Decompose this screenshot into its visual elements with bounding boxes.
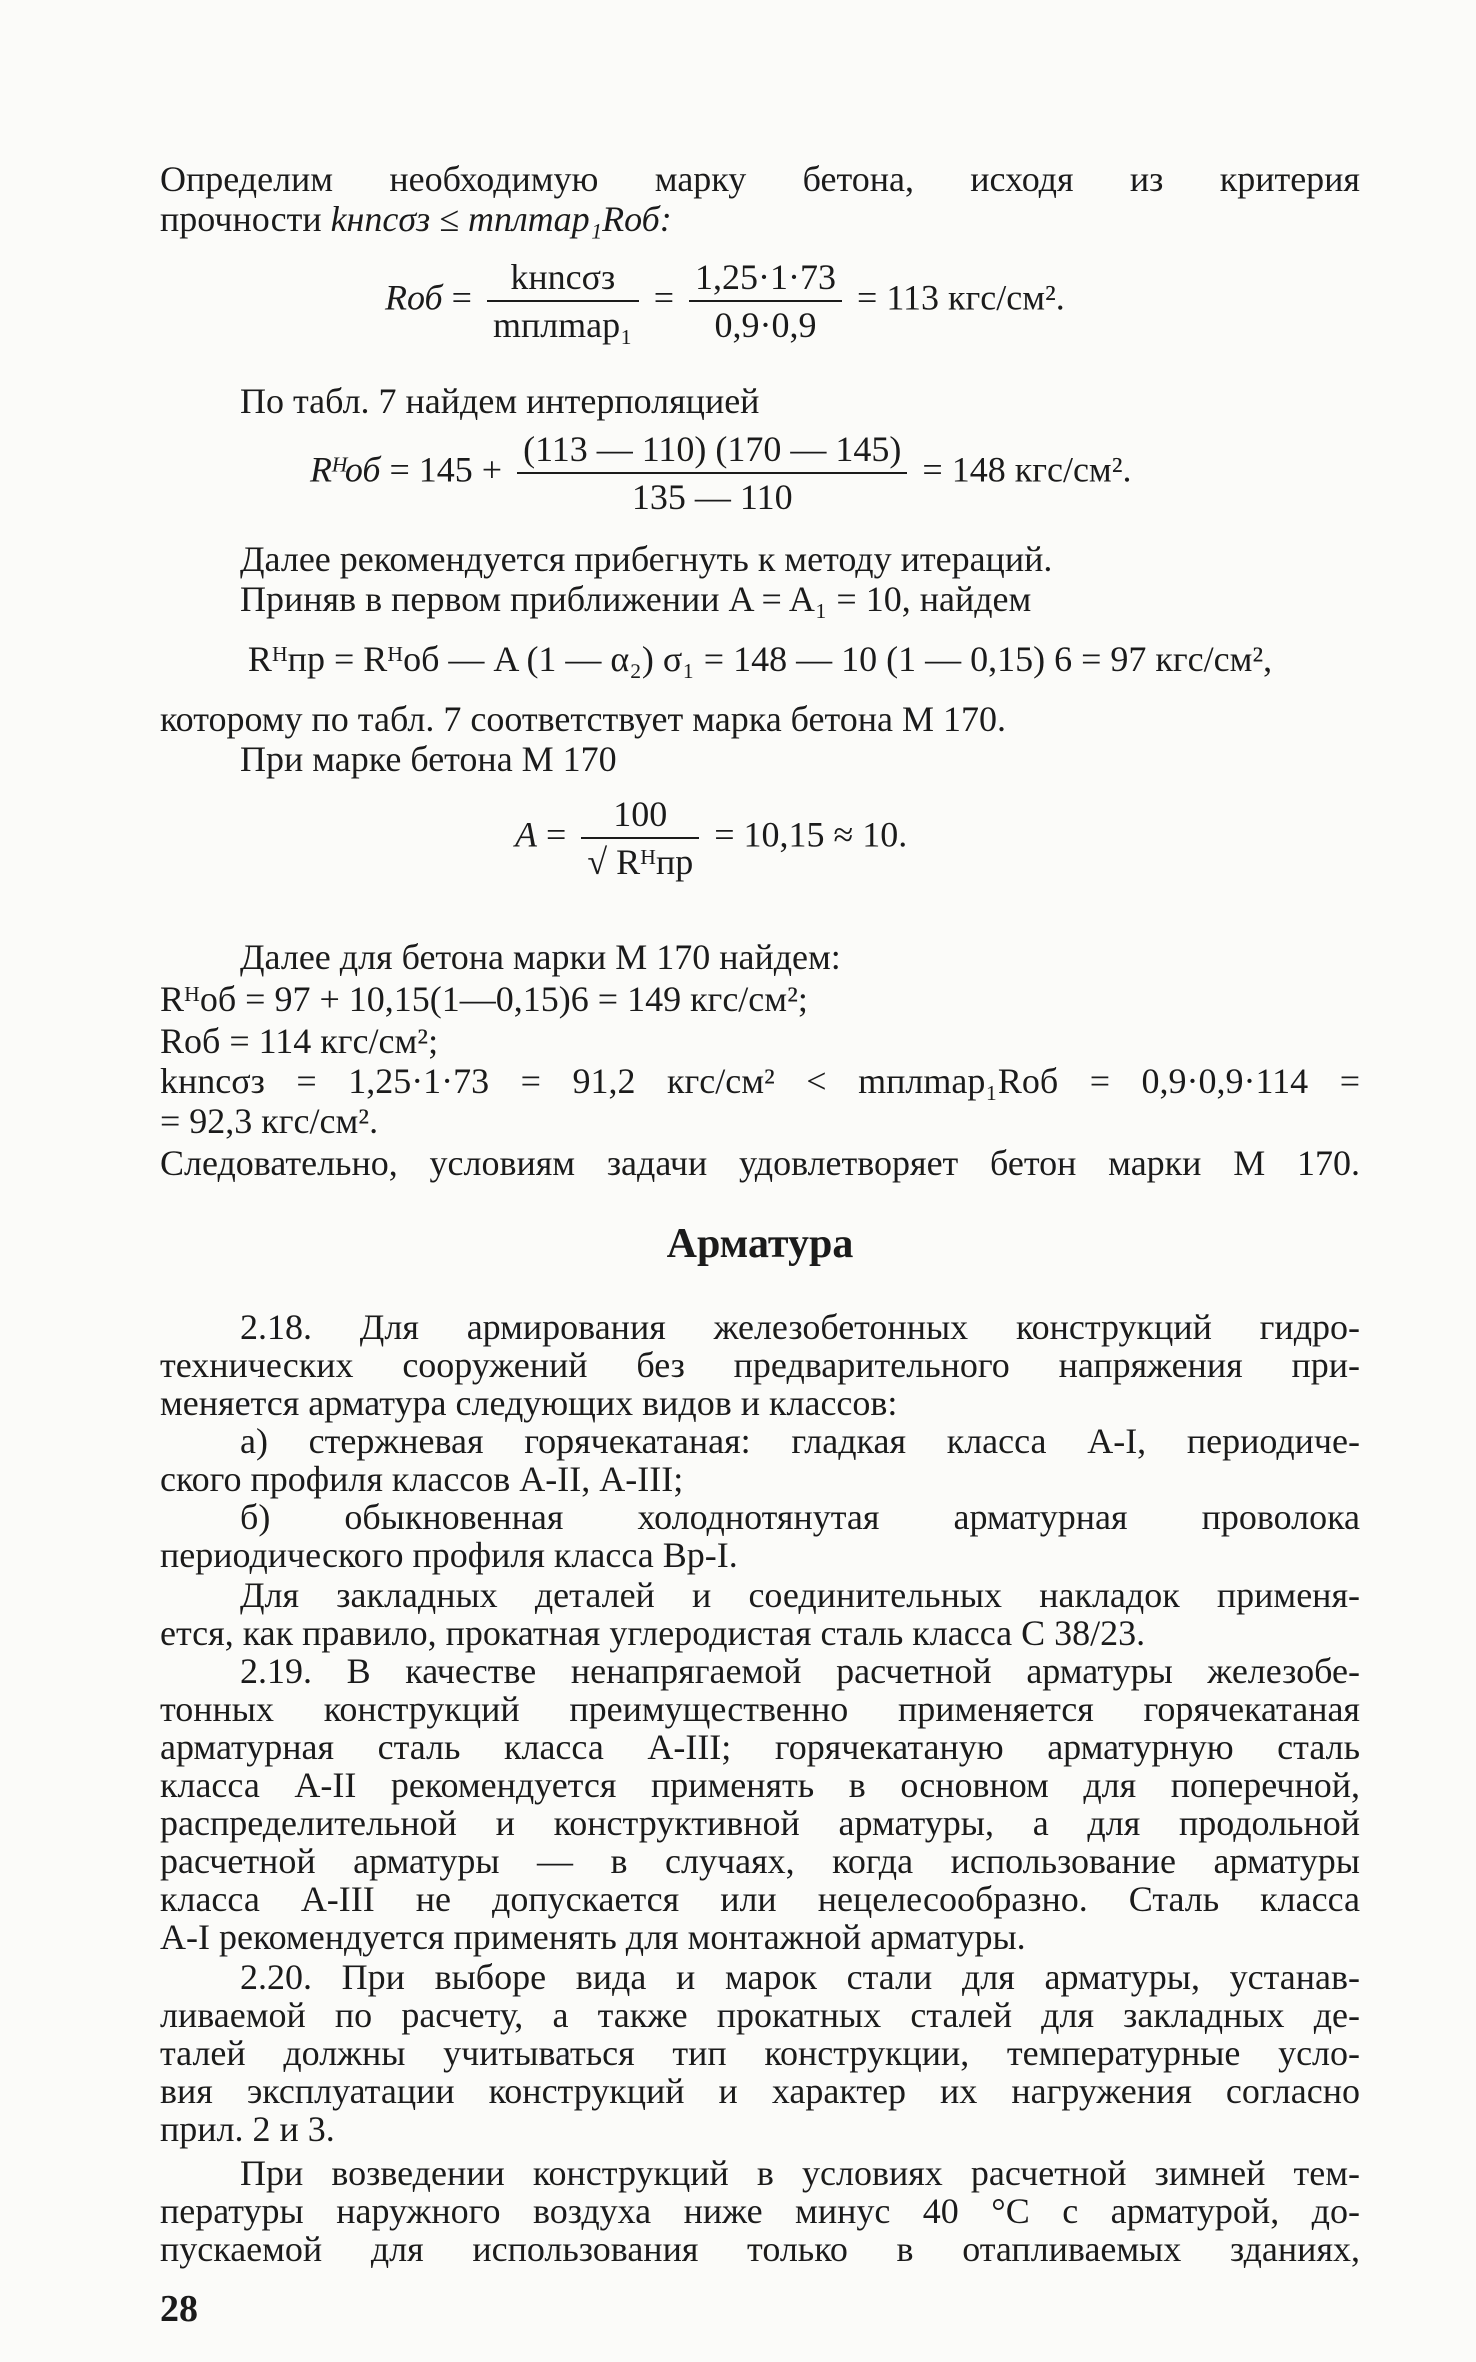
calc-line: Rоб = 114 кгс/см²;: [160, 1021, 439, 1061]
calc-line: kнnсσз = 1,25·1·73 = 91,2 кгс/см² < mплmар₁Rоб = 0,9·0,9·114 =: [160, 1061, 1360, 1101]
list-item: а) стержневая горячекатаная: гладкая класса А-I, периодиче-: [240, 1421, 1360, 1461]
paragraph-line: 2.19. В качестве ненапрягаемой расчетной арматуры железобе-: [240, 1651, 1360, 1691]
list-item: периодического профиля класса Вр-I.: [160, 1535, 738, 1575]
list-item: ского профиля классов А-II, А-III;: [160, 1459, 684, 1499]
paragraph-line: пературы наружного воздуха ниже минус 40 °С с арматурой, до-: [160, 2191, 1360, 2231]
paragraph-line: Для закладных деталей и соединительных накладок применя-: [240, 1575, 1360, 1615]
text-line: Приняв в первом приближении A = A₁ = 10, найдем: [240, 579, 1032, 619]
fraction: $\frac{\text{kнnсσз}}{\text{mплmар₁}}$: [487, 258, 639, 344]
paragraph-line: вия эксплуатации конструкций и характер их нагружения согласно: [160, 2071, 1360, 2111]
text-line: Далее рекомендуется прибегнуть к методу итераций.: [240, 539, 1053, 579]
formula-a: A = $\frac{100}{\text{√ Rᴴпр}}$ = 10,15 ≈ 10.: [515, 794, 908, 882]
criterion-line: прочности kнnсσз ≤ mплmар₁Rоб:: [160, 199, 672, 239]
paragraph-line: ливаемой по расчету, а также прокатных сталей для закладных де-: [160, 1995, 1360, 2035]
text-line: Далее для бетона марки М 170 найдем:: [240, 937, 841, 977]
paragraph-line: 2.18. Для армирования железобетонных конструкций гидро-: [240, 1307, 1360, 1347]
paragraph-line: распределительной и конструктивной арматуры, а для продольной: [160, 1803, 1360, 1843]
text-line: При марке бетона М 170: [240, 739, 617, 779]
fraction: $\frac{1,25\cdot 1\cdot 73}{0,9\cdot 0,9}$: [689, 258, 842, 344]
text-line: которому по табл. 7 соответствует марка бетона М 170.: [160, 699, 1006, 739]
text-line: Определим необходимую марку бетона, исходя из критерия: [160, 159, 1360, 199]
paragraph-line: класса А-II рекомендуется применять в основном для поперечной,: [160, 1765, 1360, 1805]
fraction: $\frac{(113 — 110) (170 — 145)}{135 — 110}$: [517, 430, 907, 516]
paragraph-line: талей должны учитываться тип конструкции, температурные усло-: [160, 2033, 1360, 2073]
text-line: По табл. 7 найдем интерполяцией: [240, 381, 760, 421]
paragraph-line: А-I рекомендуется применять для монтажной арматуры.: [160, 1917, 1026, 1957]
section-heading: Арматура: [666, 1221, 854, 1267]
paragraph-line: арматурная сталь класса А-III; горячекатаную арматурную сталь: [160, 1727, 1360, 1767]
paragraph-line: При возведении конструкций в условиях расчетной зимней тем-: [240, 2153, 1360, 2193]
paragraph-line: меняется арматура следующих видов и классов:: [160, 1383, 898, 1423]
formula-r-pr: Rᴴпр = Rᴴоб — A (1 — α₂) σ₁ = 148 — 10 (1 — 0,15) 6 = 97 кгс/см²,: [247, 639, 1273, 679]
paragraph-line: технических сооружений без предварительного напряжения при-: [160, 1345, 1360, 1385]
paragraph-line: пускаемой для использования только в отапливаемых зданиях,: [160, 2229, 1360, 2269]
paragraph-line: класса А-III не допускается или нецелесообразно. Сталь класса: [160, 1879, 1360, 1919]
calc-line: Rᴴоб = 97 + 10,15(1—0,15)6 = 149 кгс/см²;: [160, 979, 808, 1019]
paragraph-line: ется, как правило, прокатная углеродистая сталь класса С 38/23.: [160, 1613, 1146, 1653]
text-line: Следовательно, условиям задачи удовлетворяет бетон марки М 170.: [160, 1143, 1360, 1183]
paragraph-line: тонных конструкций преимущественно применяется горячекатаная: [160, 1689, 1360, 1729]
formula-interpolation: Rᴴоб = 145 + $\frac{(113 — 110) (170 — 145)}{135 — 110}$ = 148 кгс/см².: [310, 429, 1132, 517]
page-number: 28: [160, 2288, 198, 2330]
list-item: б) обыкновенная холоднотянутая арматурная проволока: [240, 1497, 1360, 1537]
fraction: $\frac{100}{\text{√ Rᴴпр}}$: [581, 795, 699, 881]
formula-r-ob: Rоб = $\frac{\text{kнnсσз}}{\text{mплmар₁}}$ = $\frac{1,25\cdot 1\cdot 73}{0,9\cdot 0,9}$ = 113 кгс/см².: [385, 257, 1065, 345]
calc-line: = 92,3 кгс/см².: [160, 1101, 379, 1141]
paragraph-line: расчетной арматуры — в случаях, когда использование арматуры: [160, 1841, 1360, 1881]
paragraph-line: прил. 2 и 3.: [160, 2109, 335, 2149]
paragraph-line: 2.20. При выборе вида и марок стали для арматуры, устанав-: [240, 1957, 1360, 1997]
